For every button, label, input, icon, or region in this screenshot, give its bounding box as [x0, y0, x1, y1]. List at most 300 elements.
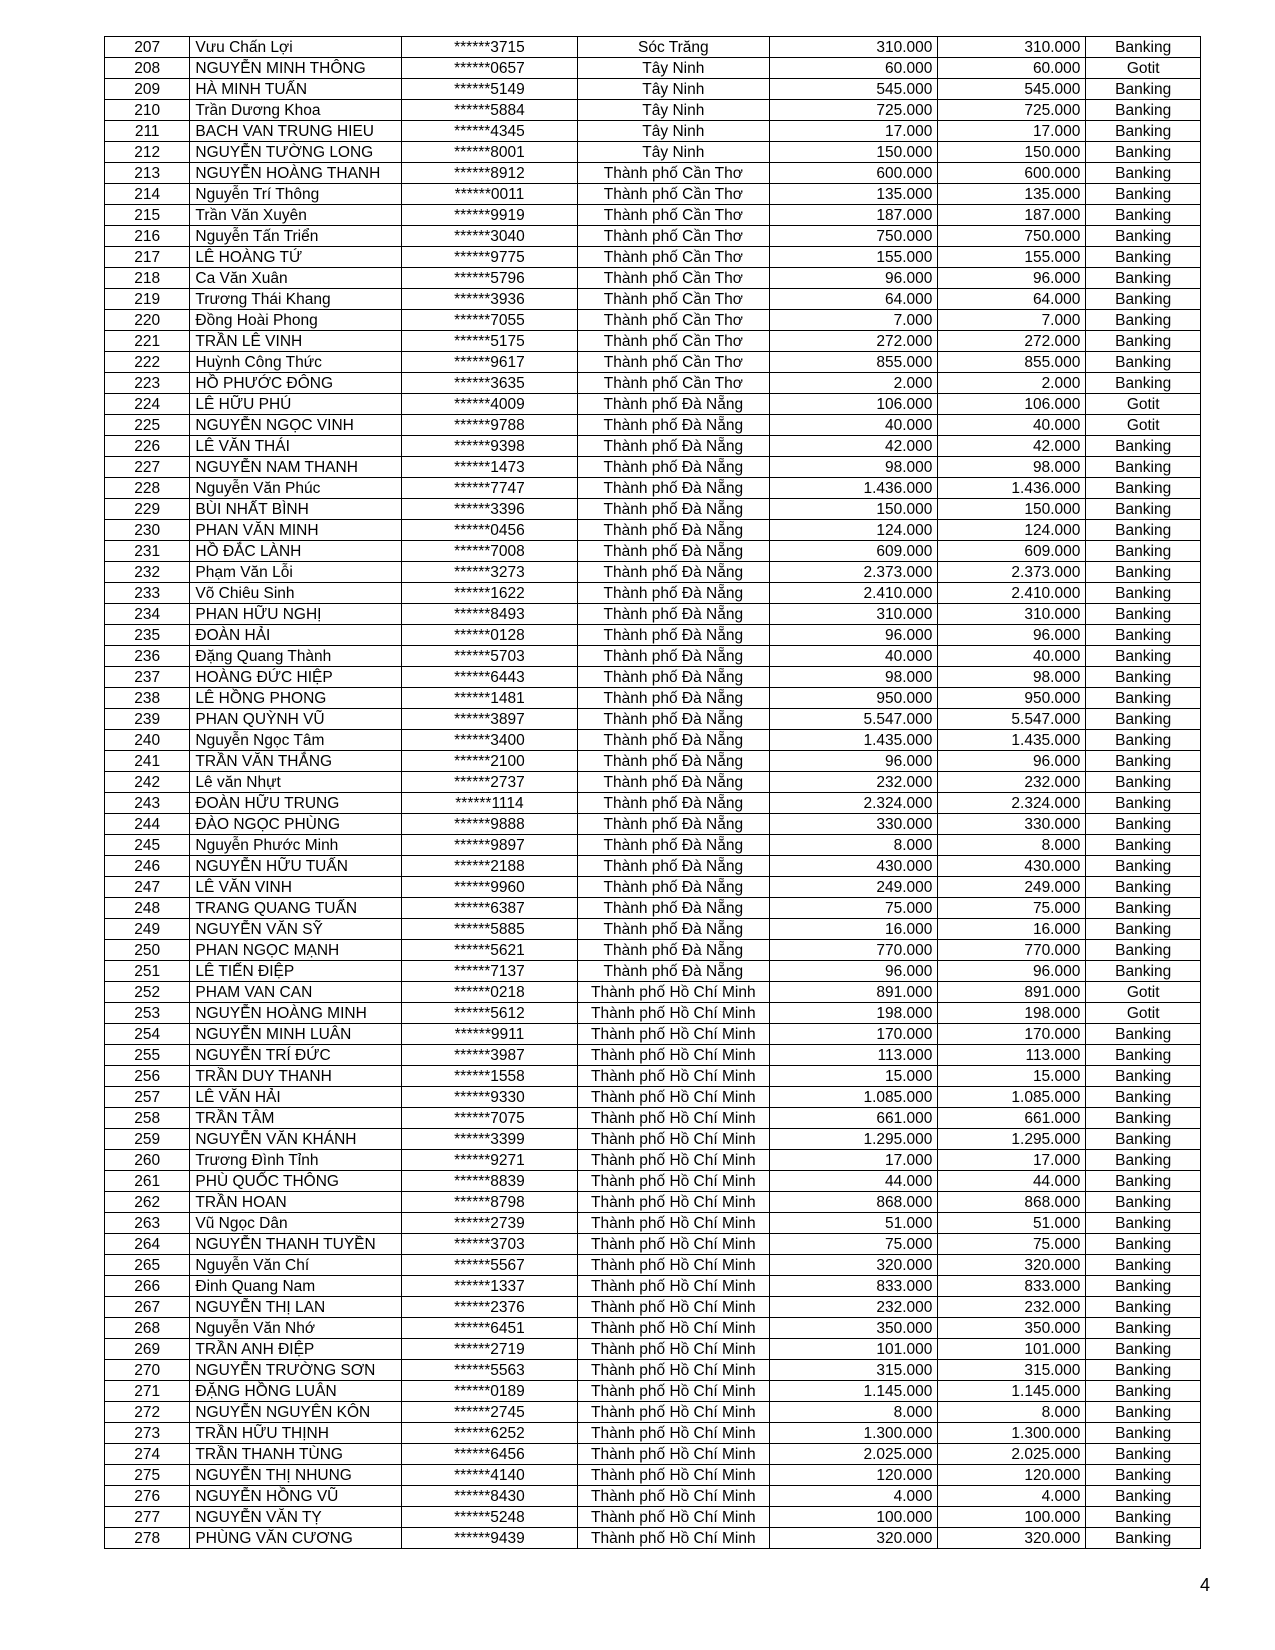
row-number-cell: 221 — [105, 331, 190, 352]
row-number-cell: 247 — [105, 877, 190, 898]
name-cell: Nguyễn Văn Chí — [190, 1255, 401, 1276]
account-cell: ******9271 — [401, 1150, 577, 1171]
paid-amount-cell: 135.000 — [938, 184, 1086, 205]
row-number-cell: 264 — [105, 1234, 190, 1255]
account-cell: ******7055 — [401, 310, 577, 331]
paid-amount-cell: 198.000 — [938, 1003, 1086, 1024]
paid-amount-cell: 1.300.000 — [938, 1423, 1086, 1444]
province-cell: Thành phố Cần Thơ — [577, 247, 769, 268]
province-cell: Thành phố Hồ Chí Minh — [577, 982, 769, 1003]
amount-cell: 155.000 — [769, 247, 938, 268]
name-cell: NGUYỄN TRƯỜNG SƠN — [190, 1360, 401, 1381]
province-cell: Thành phố Đà Nẵng — [577, 478, 769, 499]
table-row — [105, 205, 1201, 226]
paid-amount-cell: 2.025.000 — [938, 1444, 1086, 1465]
table-row — [105, 1486, 1201, 1507]
payment-method-cell: Banking — [1086, 562, 1201, 583]
province-cell: Thành phố Đà Nẵng — [577, 877, 769, 898]
province-cell: Thành phố Đà Nẵng — [577, 835, 769, 856]
row-number-cell: 212 — [105, 142, 190, 163]
table-row — [105, 1360, 1201, 1381]
table-row — [105, 1318, 1201, 1339]
table-row — [105, 121, 1201, 142]
amount-cell: 8.000 — [769, 1402, 938, 1423]
paid-amount-cell: 5.547.000 — [938, 709, 1086, 730]
payment-method-cell: Banking — [1086, 121, 1201, 142]
table-row — [105, 982, 1201, 1003]
paid-amount-cell: 8.000 — [938, 835, 1086, 856]
table-row — [105, 856, 1201, 877]
payment-method-cell: Banking — [1086, 1024, 1201, 1045]
province-cell: Thành phố Đà Nẵng — [577, 415, 769, 436]
table-row — [105, 961, 1201, 982]
amount-cell: 75.000 — [769, 898, 938, 919]
row-number-cell: 274 — [105, 1444, 190, 1465]
paid-amount-cell: 1.145.000 — [938, 1381, 1086, 1402]
account-cell: ******6252 — [401, 1423, 577, 1444]
amount-cell: 106.000 — [769, 394, 938, 415]
table-row — [105, 562, 1201, 583]
payment-method-cell: Banking — [1086, 1276, 1201, 1297]
name-cell: BÙI NHẤT BÌNH — [190, 499, 401, 520]
paid-amount-cell: 833.000 — [938, 1276, 1086, 1297]
amount-cell: 315.000 — [769, 1360, 938, 1381]
account-cell: ******7137 — [401, 961, 577, 982]
paid-amount-cell: 96.000 — [938, 625, 1086, 646]
paid-amount-cell: 2.410.000 — [938, 583, 1086, 604]
paid-amount-cell: 350.000 — [938, 1318, 1086, 1339]
province-cell: Thành phố Hồ Chí Minh — [577, 1045, 769, 1066]
amount-cell: 150.000 — [769, 142, 938, 163]
payment-method-cell: Banking — [1086, 961, 1201, 982]
amount-cell: 198.000 — [769, 1003, 938, 1024]
account-cell: ******5563 — [401, 1360, 577, 1381]
payment-method-cell: Banking — [1086, 1360, 1201, 1381]
amount-cell: 96.000 — [769, 268, 938, 289]
table-row — [105, 1339, 1201, 1360]
name-cell: Trương Đình Tỉnh — [190, 1150, 401, 1171]
amount-cell: 833.000 — [769, 1276, 938, 1297]
payment-method-cell: Banking — [1086, 478, 1201, 499]
province-cell: Thành phố Đà Nẵng — [577, 646, 769, 667]
row-number-cell: 249 — [105, 919, 190, 940]
paid-amount-cell: 950.000 — [938, 688, 1086, 709]
province-cell: Thành phố Hồ Chí Minh — [577, 1171, 769, 1192]
row-number-cell: 271 — [105, 1381, 190, 1402]
name-cell: Nguyễn Văn Phúc — [190, 478, 401, 499]
payment-method-cell: Banking — [1086, 919, 1201, 940]
account-cell: ******6451 — [401, 1318, 577, 1339]
amount-cell: 1.085.000 — [769, 1087, 938, 1108]
account-cell: ******9398 — [401, 436, 577, 457]
amount-cell: 350.000 — [769, 1318, 938, 1339]
province-cell: Thành phố Đà Nẵng — [577, 814, 769, 835]
name-cell: Nguyễn Tấn Triển — [190, 226, 401, 247]
province-cell: Tây Ninh — [577, 142, 769, 163]
paid-amount-cell: 64.000 — [938, 289, 1086, 310]
paid-amount-cell: 315.000 — [938, 1360, 1086, 1381]
payment-method-cell: Banking — [1086, 1045, 1201, 1066]
row-number-cell: 262 — [105, 1192, 190, 1213]
table-row — [105, 940, 1201, 961]
row-number-cell: 232 — [105, 562, 190, 583]
name-cell: LÊ TIẾN ĐIỆP — [190, 961, 401, 982]
paid-amount-cell: 8.000 — [938, 1402, 1086, 1423]
table-row — [105, 688, 1201, 709]
name-cell: Phạm Văn Lỗi — [190, 562, 401, 583]
row-number-cell: 267 — [105, 1297, 190, 1318]
amount-cell: 135.000 — [769, 184, 938, 205]
paid-amount-cell: 51.000 — [938, 1213, 1086, 1234]
amount-cell: 1.435.000 — [769, 730, 938, 751]
province-cell: Thành phố Hồ Chí Minh — [577, 1213, 769, 1234]
paid-amount-cell: 868.000 — [938, 1192, 1086, 1213]
row-number-cell: 269 — [105, 1339, 190, 1360]
paid-amount-cell: 855.000 — [938, 352, 1086, 373]
paid-amount-cell: 272.000 — [938, 331, 1086, 352]
province-cell: Thành phố Hồ Chí Minh — [577, 1360, 769, 1381]
account-cell: ******7075 — [401, 1108, 577, 1129]
amount-cell: 770.000 — [769, 940, 938, 961]
province-cell: Thành phố Đà Nẵng — [577, 583, 769, 604]
account-cell: ******1473 — [401, 457, 577, 478]
table-row — [105, 1297, 1201, 1318]
row-number-cell: 242 — [105, 772, 190, 793]
amount-cell: 609.000 — [769, 541, 938, 562]
account-cell: ******3273 — [401, 562, 577, 583]
row-number-cell: 255 — [105, 1045, 190, 1066]
province-cell: Thành phố Hồ Chí Minh — [577, 1066, 769, 1087]
paid-amount-cell: 609.000 — [938, 541, 1086, 562]
amount-cell: 430.000 — [769, 856, 938, 877]
table-row — [105, 646, 1201, 667]
province-cell: Thành phố Đà Nẵng — [577, 688, 769, 709]
amount-cell: 40.000 — [769, 646, 938, 667]
payment-method-cell: Banking — [1086, 1150, 1201, 1171]
province-cell: Thành phố Hồ Chí Minh — [577, 1129, 769, 1150]
paid-amount-cell: 600.000 — [938, 163, 1086, 184]
paid-amount-cell: 155.000 — [938, 247, 1086, 268]
table-row — [105, 835, 1201, 856]
table-row — [105, 1423, 1201, 1444]
province-cell: Thành phố Hồ Chí Minh — [577, 1339, 769, 1360]
payment-method-cell: Banking — [1086, 541, 1201, 562]
row-number-cell: 224 — [105, 394, 190, 415]
name-cell: NGUYỄN MINH LUÂN — [190, 1024, 401, 1045]
row-number-cell: 246 — [105, 856, 190, 877]
amount-cell: 272.000 — [769, 331, 938, 352]
name-cell: NGUYỄN VĂN SỸ — [190, 919, 401, 940]
paid-amount-cell: 320.000 — [938, 1255, 1086, 1276]
payment-method-cell: Banking — [1086, 1066, 1201, 1087]
table-row — [105, 1444, 1201, 1465]
name-cell: TRẦN HOAN — [190, 1192, 401, 1213]
amount-cell: 1.145.000 — [769, 1381, 938, 1402]
province-cell: Thành phố Đà Nẵng — [577, 604, 769, 625]
province-cell: Thành phố Đà Nẵng — [577, 457, 769, 478]
province-cell: Thành phố Đà Nẵng — [577, 667, 769, 688]
province-cell: Thành phố Đà Nẵng — [577, 793, 769, 814]
payment-method-cell: Banking — [1086, 1402, 1201, 1423]
table-row — [105, 184, 1201, 205]
table-row — [105, 310, 1201, 331]
province-cell: Thành phố Đà Nẵng — [577, 520, 769, 541]
account-cell: ******3715 — [401, 37, 577, 58]
payment-method-cell: Banking — [1086, 520, 1201, 541]
row-number-cell: 276 — [105, 1486, 190, 1507]
province-cell: Thành phố Cần Thơ — [577, 226, 769, 247]
amount-cell: 8.000 — [769, 835, 938, 856]
table-row — [105, 1213, 1201, 1234]
payment-method-cell: Banking — [1086, 310, 1201, 331]
account-cell: ******1337 — [401, 1276, 577, 1297]
account-cell: ******2188 — [401, 856, 577, 877]
paid-amount-cell: 7.000 — [938, 310, 1086, 331]
payment-method-cell: Banking — [1086, 1486, 1201, 1507]
row-number-cell: 231 — [105, 541, 190, 562]
amount-cell: 170.000 — [769, 1024, 938, 1045]
name-cell: ĐOÀN HẢI — [190, 625, 401, 646]
payment-method-cell: Banking — [1086, 1108, 1201, 1129]
paid-amount-cell: 661.000 — [938, 1108, 1086, 1129]
name-cell: Ca Văn Xuân — [190, 268, 401, 289]
province-cell: Thành phố Cần Thơ — [577, 205, 769, 226]
payment-method-cell: Banking — [1086, 1318, 1201, 1339]
name-cell: NGUYỄN NAM THANH — [190, 457, 401, 478]
table-row — [105, 583, 1201, 604]
account-cell: ******3936 — [401, 289, 577, 310]
amount-cell: 310.000 — [769, 604, 938, 625]
province-cell: Thành phố Đà Nẵng — [577, 856, 769, 877]
paid-amount-cell: 98.000 — [938, 667, 1086, 688]
name-cell: PHAM VAN CAN — [190, 982, 401, 1003]
name-cell: PHÙ QUỐC THÔNG — [190, 1171, 401, 1192]
paid-amount-cell: 1.295.000 — [938, 1129, 1086, 1150]
amount-cell: 75.000 — [769, 1234, 938, 1255]
payment-method-cell: Banking — [1086, 499, 1201, 520]
table-row — [105, 247, 1201, 268]
province-cell: Thành phố Đà Nẵng — [577, 625, 769, 646]
province-cell: Thành phố Hồ Chí Minh — [577, 1276, 769, 1297]
province-cell: Tây Ninh — [577, 79, 769, 100]
table-row — [105, 436, 1201, 457]
row-number-cell: 251 — [105, 961, 190, 982]
province-cell: Tây Ninh — [577, 121, 769, 142]
row-number-cell: 214 — [105, 184, 190, 205]
name-cell: PHAN VĂN MINH — [190, 520, 401, 541]
row-number-cell: 265 — [105, 1255, 190, 1276]
row-number-cell: 211 — [105, 121, 190, 142]
account-cell: ******7747 — [401, 478, 577, 499]
payment-method-cell: Banking — [1086, 1213, 1201, 1234]
table-row — [105, 814, 1201, 835]
amount-cell: 101.000 — [769, 1339, 938, 1360]
amount-cell: 661.000 — [769, 1108, 938, 1129]
name-cell: Lê văn Nhựt — [190, 772, 401, 793]
account-cell: ******4009 — [401, 394, 577, 415]
row-number-cell: 227 — [105, 457, 190, 478]
account-cell: ******4140 — [401, 1465, 577, 1486]
province-cell: Thành phố Hồ Chí Minh — [577, 1402, 769, 1423]
name-cell: NGUYỄN TƯỜNG LONG — [190, 142, 401, 163]
row-number-cell: 229 — [105, 499, 190, 520]
paid-amount-cell: 75.000 — [938, 898, 1086, 919]
paid-amount-cell: 100.000 — [938, 1507, 1086, 1528]
paid-amount-cell: 101.000 — [938, 1339, 1086, 1360]
payment-method-cell: Banking — [1086, 1297, 1201, 1318]
amount-cell: 15.000 — [769, 1066, 938, 1087]
name-cell: ĐOÀN HỮU TRUNG — [190, 793, 401, 814]
amount-cell: 2.025.000 — [769, 1444, 938, 1465]
payment-method-cell: Banking — [1086, 1339, 1201, 1360]
table-row — [105, 373, 1201, 394]
name-cell: NGUYỄN TRÍ ĐỨC — [190, 1045, 401, 1066]
province-cell: Thành phố Hồ Chí Minh — [577, 1486, 769, 1507]
paid-amount-cell: 249.000 — [938, 877, 1086, 898]
name-cell: BACH VAN TRUNG HIEU — [190, 121, 401, 142]
account-cell: ******1114 — [401, 793, 577, 814]
table-row — [105, 1066, 1201, 1087]
amount-cell: 320.000 — [769, 1528, 938, 1549]
row-number-cell: 275 — [105, 1465, 190, 1486]
row-number-cell: 259 — [105, 1129, 190, 1150]
paid-amount-cell: 770.000 — [938, 940, 1086, 961]
payment-method-cell: Banking — [1086, 247, 1201, 268]
row-number-cell: 260 — [105, 1150, 190, 1171]
name-cell: Nguyễn Trí Thông — [190, 184, 401, 205]
table-row — [105, 1465, 1201, 1486]
account-cell: ******3987 — [401, 1045, 577, 1066]
paid-amount-cell: 113.000 — [938, 1045, 1086, 1066]
row-number-cell: 236 — [105, 646, 190, 667]
payment-method-cell: Gotit — [1086, 1003, 1201, 1024]
row-number-cell: 261 — [105, 1171, 190, 1192]
payment-method-cell: Banking — [1086, 226, 1201, 247]
province-cell: Thành phố Hồ Chí Minh — [577, 1507, 769, 1528]
payment-method-cell: Banking — [1086, 184, 1201, 205]
row-number-cell: 245 — [105, 835, 190, 856]
payment-method-cell: Banking — [1086, 772, 1201, 793]
amount-cell: 1.436.000 — [769, 478, 938, 499]
province-cell: Thành phố Cần Thơ — [577, 184, 769, 205]
payment-method-cell: Banking — [1086, 730, 1201, 751]
account-cell: ******9897 — [401, 835, 577, 856]
province-cell: Thành phố Đà Nẵng — [577, 919, 769, 940]
payment-method-cell: Banking — [1086, 1465, 1201, 1486]
account-cell: ******5612 — [401, 1003, 577, 1024]
paid-amount-cell: 96.000 — [938, 751, 1086, 772]
province-cell: Thành phố Hồ Chí Minh — [577, 1528, 769, 1549]
name-cell: ĐẶNG HỒNG LUÂN — [190, 1381, 401, 1402]
paid-amount-cell: 1.435.000 — [938, 730, 1086, 751]
paid-amount-cell: 232.000 — [938, 772, 1086, 793]
payment-method-cell: Banking — [1086, 331, 1201, 352]
row-number-cell: 220 — [105, 310, 190, 331]
account-cell: ******0011 — [401, 184, 577, 205]
amount-cell: 545.000 — [769, 79, 938, 100]
paid-amount-cell: 330.000 — [938, 814, 1086, 835]
row-number-cell: 233 — [105, 583, 190, 604]
paid-amount-cell: 2.373.000 — [938, 562, 1086, 583]
payment-method-cell: Banking — [1086, 1234, 1201, 1255]
account-cell: ******5796 — [401, 268, 577, 289]
paid-amount-cell: 310.000 — [938, 37, 1086, 58]
amount-cell: 232.000 — [769, 772, 938, 793]
account-cell: ******7008 — [401, 541, 577, 562]
amount-cell: 98.000 — [769, 457, 938, 478]
table-row — [105, 100, 1201, 121]
table-row — [105, 499, 1201, 520]
table-row — [105, 1171, 1201, 1192]
province-cell: Thành phố Đà Nẵng — [577, 751, 769, 772]
amount-cell: 120.000 — [769, 1465, 938, 1486]
paid-amount-cell: 891.000 — [938, 982, 1086, 1003]
province-cell: Thành phố Đà Nẵng — [577, 436, 769, 457]
payment-method-cell: Banking — [1086, 1171, 1201, 1192]
row-number-cell: 222 — [105, 352, 190, 373]
amount-cell: 42.000 — [769, 436, 938, 457]
province-cell: Thành phố Cần Thơ — [577, 352, 769, 373]
province-cell: Thành phố Đà Nẵng — [577, 709, 769, 730]
name-cell: Trần Dương Khoa — [190, 100, 401, 121]
table-row — [105, 709, 1201, 730]
table-row — [105, 1381, 1201, 1402]
account-cell: ******2719 — [401, 1339, 577, 1360]
province-cell: Thành phố Hồ Chí Minh — [577, 1465, 769, 1486]
table-row — [105, 751, 1201, 772]
paid-amount-cell: 120.000 — [938, 1465, 1086, 1486]
province-cell: Thành phố Hồ Chí Minh — [577, 1108, 769, 1129]
name-cell: TRẦN THANH TÙNG — [190, 1444, 401, 1465]
amount-cell: 2.373.000 — [769, 562, 938, 583]
payment-method-cell: Banking — [1086, 205, 1201, 226]
account-cell: ******5175 — [401, 331, 577, 352]
row-number-cell: 228 — [105, 478, 190, 499]
table-row — [105, 478, 1201, 499]
table-row — [105, 520, 1201, 541]
payment-method-cell: Banking — [1086, 1381, 1201, 1402]
row-number-cell: 273 — [105, 1423, 190, 1444]
row-number-cell: 254 — [105, 1024, 190, 1045]
row-number-cell: 213 — [105, 163, 190, 184]
account-cell: ******2376 — [401, 1297, 577, 1318]
name-cell: NGUYỄN NGỌC VINH — [190, 415, 401, 436]
paid-amount-cell: 2.324.000 — [938, 793, 1086, 814]
row-number-cell: 210 — [105, 100, 190, 121]
account-cell: ******9919 — [401, 205, 577, 226]
paid-amount-cell: 232.000 — [938, 1297, 1086, 1318]
payment-method-cell: Banking — [1086, 1087, 1201, 1108]
row-number-cell: 272 — [105, 1402, 190, 1423]
province-cell: Thành phố Cần Thơ — [577, 373, 769, 394]
province-cell: Thành phố Hồ Chí Minh — [577, 1444, 769, 1465]
account-cell: ******6456 — [401, 1444, 577, 1465]
table-row — [105, 898, 1201, 919]
row-number-cell: 217 — [105, 247, 190, 268]
table-row — [105, 625, 1201, 646]
amount-cell: 232.000 — [769, 1297, 938, 1318]
row-number-cell: 250 — [105, 940, 190, 961]
paid-amount-cell: 96.000 — [938, 961, 1086, 982]
account-cell: ******9439 — [401, 1528, 577, 1549]
amount-cell: 5.547.000 — [769, 709, 938, 730]
table-row — [105, 1003, 1201, 1024]
name-cell: Vũ Ngọc Dân — [190, 1213, 401, 1234]
province-cell: Thành phố Hồ Chí Minh — [577, 1192, 769, 1213]
table-row — [105, 1087, 1201, 1108]
row-number-cell: 252 — [105, 982, 190, 1003]
table-row — [105, 667, 1201, 688]
